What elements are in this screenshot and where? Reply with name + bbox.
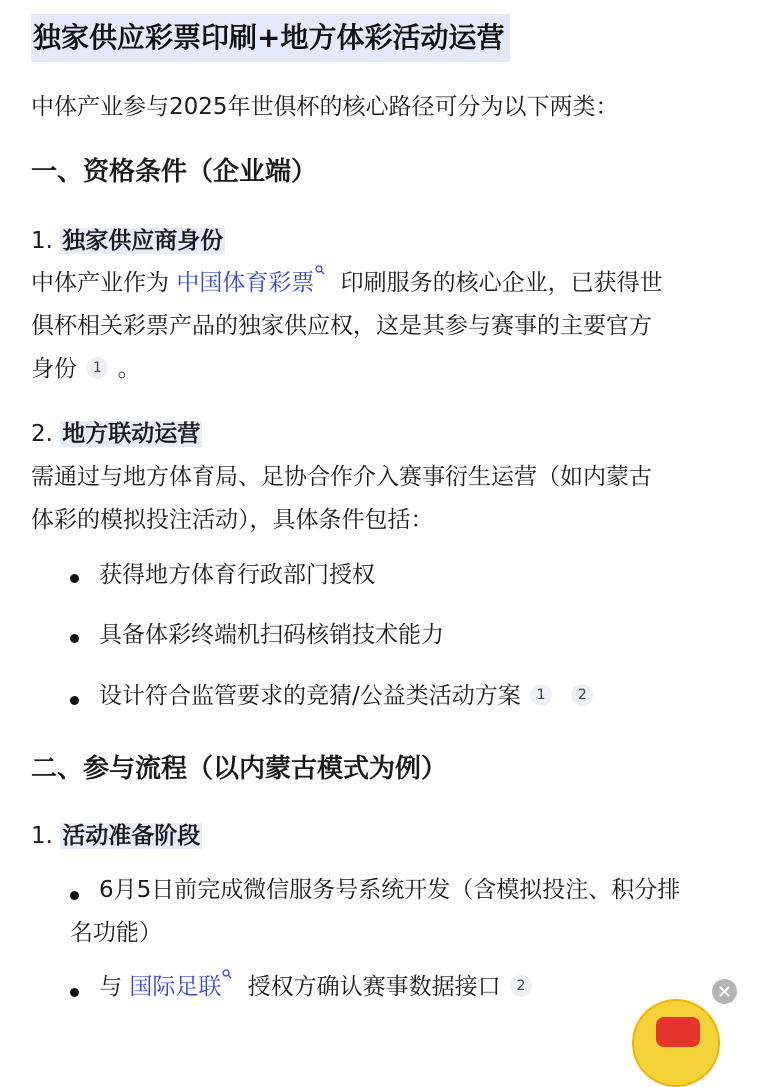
citation-badge[interactable]: 1 (530, 684, 552, 706)
item-heading: 活动准备阶段 (62, 823, 201, 849)
citation-badge[interactable]: 1 (86, 357, 108, 379)
assistant-fab-icon (656, 1017, 700, 1047)
search-icon (222, 969, 232, 979)
link-text[interactable]: 中国体育彩票 (176, 270, 315, 296)
paragraph-line: 需通过与地方体育局、足协合作介入赛事衍生运营（如内蒙古 (31, 464, 652, 490)
text-segment: 印刷服务的核心企业，已获得世 (340, 270, 663, 296)
close-icon (712, 979, 737, 1004)
text-segment: 中体产业作为 (31, 270, 169, 296)
item-number: 1. (31, 823, 53, 849)
item-number: 2. (31, 421, 53, 447)
numbered-heading-local-operations (31, 418, 202, 450)
bullet-dot (70, 988, 79, 997)
bullet-dot (70, 634, 79, 643)
link-text[interactable]: 国际足联 (129, 974, 222, 1000)
citation-badge[interactable]: 2 (510, 975, 532, 997)
page-title: 独家供应彩票印刷+地方体彩活动运营 (31, 14, 510, 62)
text-segment: 身份 (31, 356, 77, 382)
text-segment: 授权方确认赛事数据接口 (247, 974, 501, 1000)
list-item: 具备体彩终端机扫码核销技术能力 (99, 622, 444, 648)
search-icon (315, 265, 325, 275)
text-segment: 。 (117, 356, 141, 382)
list-item (99, 972, 534, 1002)
text-segment: 与 (99, 974, 122, 1000)
section-heading-process: 二、参与流程（以内蒙古模式为例） (31, 754, 448, 784)
list-item-continuation: 名功能） (70, 920, 162, 946)
list-item: 6月5日前完成微信服务号系统开发（含模拟投注、积分排 (99, 877, 681, 903)
citation-badge[interactable]: 2 (571, 684, 593, 706)
assistant-fab-button[interactable] (632, 999, 720, 1087)
list-item: 获得地方体育行政部门授权 (99, 562, 375, 588)
paragraph-line (31, 354, 141, 384)
list-item-text: 设计符合监管要求的竞猜/公益类活动方案 (99, 683, 521, 709)
bullet-dot (70, 574, 79, 583)
link-fifa[interactable] (129, 974, 240, 1000)
paragraph-line (31, 268, 663, 298)
intro-text: 中体产业参与2025年世俱杯的核心路径可分为以下两类： (31, 94, 619, 120)
item-heading: 地方联动运营 (62, 421, 201, 447)
list-item (99, 681, 595, 711)
numbered-heading-exclusive-supplier (31, 225, 225, 257)
close-button[interactable] (712, 979, 737, 1004)
bullet-dot (70, 696, 79, 705)
item-number: 1. (31, 228, 53, 254)
link-china-sports-lottery[interactable] (176, 270, 333, 296)
paragraph-line: 体彩的模拟投注活动），具体条件包括： (31, 507, 434, 533)
paragraph-line: 俱杯相关彩票产品的独家供应权，这是其参与赛事的主要官方 (31, 313, 652, 339)
item-heading: 独家供应商身份 (62, 228, 224, 254)
bullet-dot (70, 891, 79, 900)
numbered-heading-preparation (31, 820, 202, 852)
section-heading-qualifications: 一、资格条件（企业端） (31, 157, 318, 187)
